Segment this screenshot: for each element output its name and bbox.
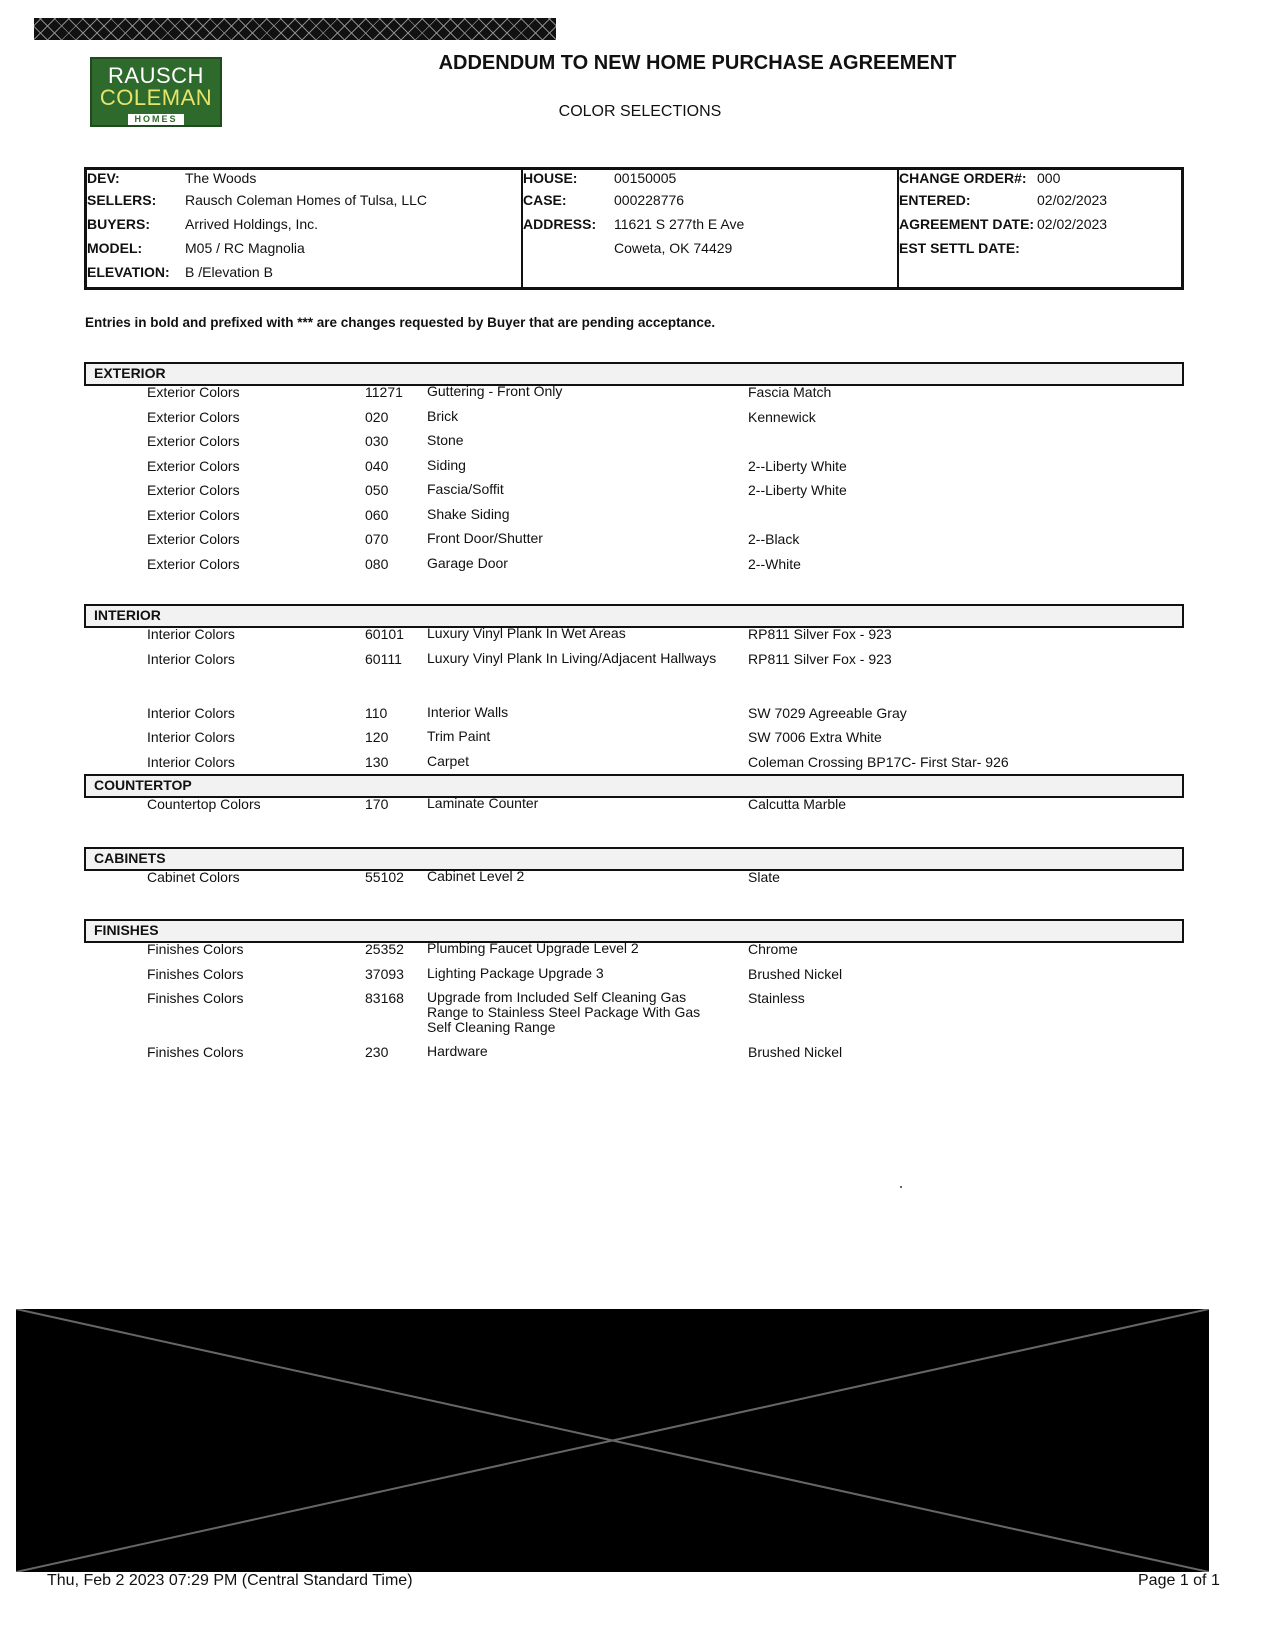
row-selection: Brushed Nickel bbox=[748, 1044, 843, 1060]
row-category: Exterior Colors bbox=[147, 555, 240, 572]
logo-line2: COLEMAN bbox=[99, 85, 213, 110]
row-category: Interior Colors bbox=[147, 753, 235, 770]
row-code: 60101 bbox=[365, 626, 404, 642]
row-item: Garage Door bbox=[427, 554, 508, 571]
header-value: 00150005 bbox=[614, 170, 677, 186]
header-label: DEV: bbox=[87, 170, 120, 186]
row-category: Interior Colors bbox=[147, 704, 235, 721]
document-subtitle: COLOR SELECTIONS bbox=[558, 103, 722, 120]
header-label: ADDRESS: bbox=[523, 216, 597, 232]
header-label: CASE: bbox=[523, 192, 567, 208]
row-selection: SW 7029 Agreeable Gray bbox=[748, 704, 907, 721]
section-title: FINISHES bbox=[94, 922, 159, 938]
row-code: 080 bbox=[365, 555, 389, 572]
header-label: AGREEMENT DATE: bbox=[899, 216, 1035, 232]
row-item: Shake Siding bbox=[427, 505, 510, 522]
header-column-3 bbox=[897, 170, 1181, 287]
row-category: Exterior Colors bbox=[147, 433, 240, 449]
row-category: Finishes Colors bbox=[147, 965, 244, 982]
row-code: 050 bbox=[365, 482, 389, 498]
section-title: COUNTERTOP bbox=[94, 777, 192, 793]
header-label: SELLERS: bbox=[87, 192, 157, 208]
footer-page-number: Page 1 of 1 bbox=[1138, 1572, 1220, 1589]
row-category: Exterior Colors bbox=[147, 384, 240, 400]
header-value: B /Elevation B bbox=[185, 264, 273, 280]
row-item: Trim Paint bbox=[427, 728, 491, 744]
header-label: EST SETTL DATE: bbox=[899, 240, 1020, 256]
redaction-block-bottom bbox=[16, 1309, 1209, 1572]
section-header-exterior bbox=[84, 362, 1184, 386]
row-category: Interior Colors bbox=[147, 650, 235, 667]
pending-changes-note: Entries in bold and prefixed with *** are changes requested by Buyer that are pending acceptance. bbox=[85, 315, 716, 330]
redaction-bar-top bbox=[34, 18, 556, 40]
section-title: EXTERIOR bbox=[94, 365, 166, 381]
row-selection: 2--White bbox=[748, 555, 801, 572]
header-value: The Woods bbox=[185, 170, 257, 186]
row-category: Countertop Colors bbox=[147, 796, 261, 812]
header-value: Coweta, OK 74429 bbox=[614, 240, 733, 256]
section-title: INTERIOR bbox=[94, 607, 161, 623]
row-item: Interior Walls bbox=[427, 703, 509, 720]
header-value: 11621 S 277th E Ave bbox=[614, 216, 745, 232]
header-value: 000228776 bbox=[614, 192, 685, 208]
row-selection: RP811 Silver Fox - 923 bbox=[748, 626, 892, 642]
row-category: Exterior Colors bbox=[147, 408, 240, 425]
logo-line1: RAUSCH bbox=[108, 63, 204, 88]
row-selection: Brushed Nickel bbox=[748, 965, 843, 982]
row-selection: 2--Liberty White bbox=[748, 457, 847, 474]
header-value: M05 / RC Magnolia bbox=[185, 240, 305, 256]
header-value: 000 bbox=[1037, 170, 1061, 186]
row-selection: Slate bbox=[748, 869, 780, 885]
header-label: ENTERED: bbox=[899, 192, 971, 208]
row-item: Guttering - Front Only bbox=[427, 383, 563, 399]
row-code: 60111 bbox=[365, 650, 402, 667]
row-item: Stone bbox=[427, 432, 464, 448]
row-item: Front Door/Shutter bbox=[427, 530, 543, 546]
section-header-countertop bbox=[84, 774, 1184, 798]
row-item: Lighting Package Upgrade 3 bbox=[427, 964, 604, 981]
row-category: Exterior Colors bbox=[147, 506, 240, 523]
row-code: 25352 bbox=[365, 941, 404, 957]
document-title: ADDENDUM TO NEW HOME PURCHASE AGREEMENT bbox=[438, 52, 957, 74]
section-title: CABINETS bbox=[94, 850, 166, 866]
logo-line3: HOMES bbox=[128, 114, 183, 125]
header-value: Rausch Coleman Homes of Tulsa, LLC bbox=[185, 192, 427, 208]
row-selection: 2--Liberty White bbox=[748, 482, 847, 498]
header-label: MODEL: bbox=[87, 240, 143, 256]
row-category: Interior Colors bbox=[147, 626, 235, 642]
row-item: Brick bbox=[427, 407, 459, 424]
row-selection: 2--Black bbox=[748, 531, 800, 547]
row-category: Exterior Colors bbox=[147, 531, 240, 547]
row-selection: RP811 Silver Fox - 923 bbox=[748, 650, 892, 667]
row-category: Finishes Colors bbox=[147, 990, 244, 1006]
row-code: 83168 bbox=[365, 990, 404, 1006]
redaction-cross bbox=[16, 1309, 1209, 1572]
row-code: 120 bbox=[365, 729, 389, 745]
row-item: Fascia/Soffit bbox=[427, 481, 504, 497]
row-item: Luxury Vinyl Plank In Wet Areas bbox=[427, 625, 626, 641]
footer-timestamp: Thu, Feb 2 2023 07:29 PM (Central Standard Time) bbox=[47, 1572, 413, 1589]
header-value: Arrived Holdings, Inc. bbox=[185, 216, 319, 232]
row-selection: Calcutta Marble bbox=[748, 796, 847, 812]
row-code: 060 bbox=[365, 506, 389, 523]
row-selection: Chrome bbox=[748, 941, 798, 957]
header-label: ELEVATION: bbox=[87, 264, 170, 280]
row-code: 230 bbox=[365, 1044, 389, 1060]
row-code: 020 bbox=[365, 408, 389, 425]
row-code: 110 bbox=[365, 704, 388, 721]
header-column-1 bbox=[87, 170, 523, 287]
row-code: 37093 bbox=[365, 965, 404, 982]
stray-mark bbox=[900, 1186, 902, 1188]
row-selection: Kennewick bbox=[748, 408, 816, 425]
row-code: 170 bbox=[365, 796, 389, 812]
header-label: CHANGE ORDER#: bbox=[899, 170, 1027, 186]
row-item: Laminate Counter bbox=[427, 795, 539, 811]
row-item: Upgrade from Included Self Cleaning Gas Range to Stainless Steel Package With Gas Self Cleaning Range bbox=[427, 989, 701, 1035]
row-code: 55102 bbox=[365, 869, 404, 885]
header-label: BUYERS: bbox=[87, 216, 151, 232]
header-column-2 bbox=[521, 170, 899, 287]
row-selection: SW 7006 Extra White bbox=[748, 729, 882, 745]
row-category: Cabinet Colors bbox=[147, 869, 240, 885]
row-selection: Coleman Crossing BP17C- First Star- 926 bbox=[748, 753, 1009, 770]
section-header-interior bbox=[84, 604, 1184, 628]
header-value: 02/02/2023 bbox=[1037, 216, 1108, 232]
row-item: Plumbing Faucet Upgrade Level 2 bbox=[427, 940, 639, 956]
header-info-box bbox=[84, 167, 1184, 290]
header-label: HOUSE: bbox=[523, 170, 578, 186]
row-category: Interior Colors bbox=[147, 729, 235, 745]
row-category: Finishes Colors bbox=[147, 1044, 244, 1060]
row-selection: Stainless bbox=[748, 990, 805, 1006]
row-code: 040 bbox=[365, 457, 389, 474]
row-code: 070 bbox=[365, 531, 389, 547]
row-code: 030 bbox=[365, 433, 389, 449]
row-code: 11271 bbox=[365, 384, 403, 400]
header-value: 02/02/2023 bbox=[1037, 192, 1108, 208]
row-item: Carpet bbox=[427, 752, 470, 769]
row-code: 130 bbox=[365, 753, 389, 770]
row-selection: Fascia Match bbox=[748, 384, 832, 400]
row-category: Finishes Colors bbox=[147, 941, 244, 957]
row-category: Exterior Colors bbox=[147, 457, 240, 474]
row-item: Hardware bbox=[427, 1043, 488, 1059]
row-item: Cabinet Level 2 bbox=[427, 868, 525, 884]
section-header-cabinets bbox=[84, 847, 1184, 871]
row-item: Luxury Vinyl Plank In Living/Adjacent Hallways bbox=[427, 649, 717, 666]
row-item: Siding bbox=[427, 456, 466, 473]
row-category: Exterior Colors bbox=[147, 482, 240, 498]
